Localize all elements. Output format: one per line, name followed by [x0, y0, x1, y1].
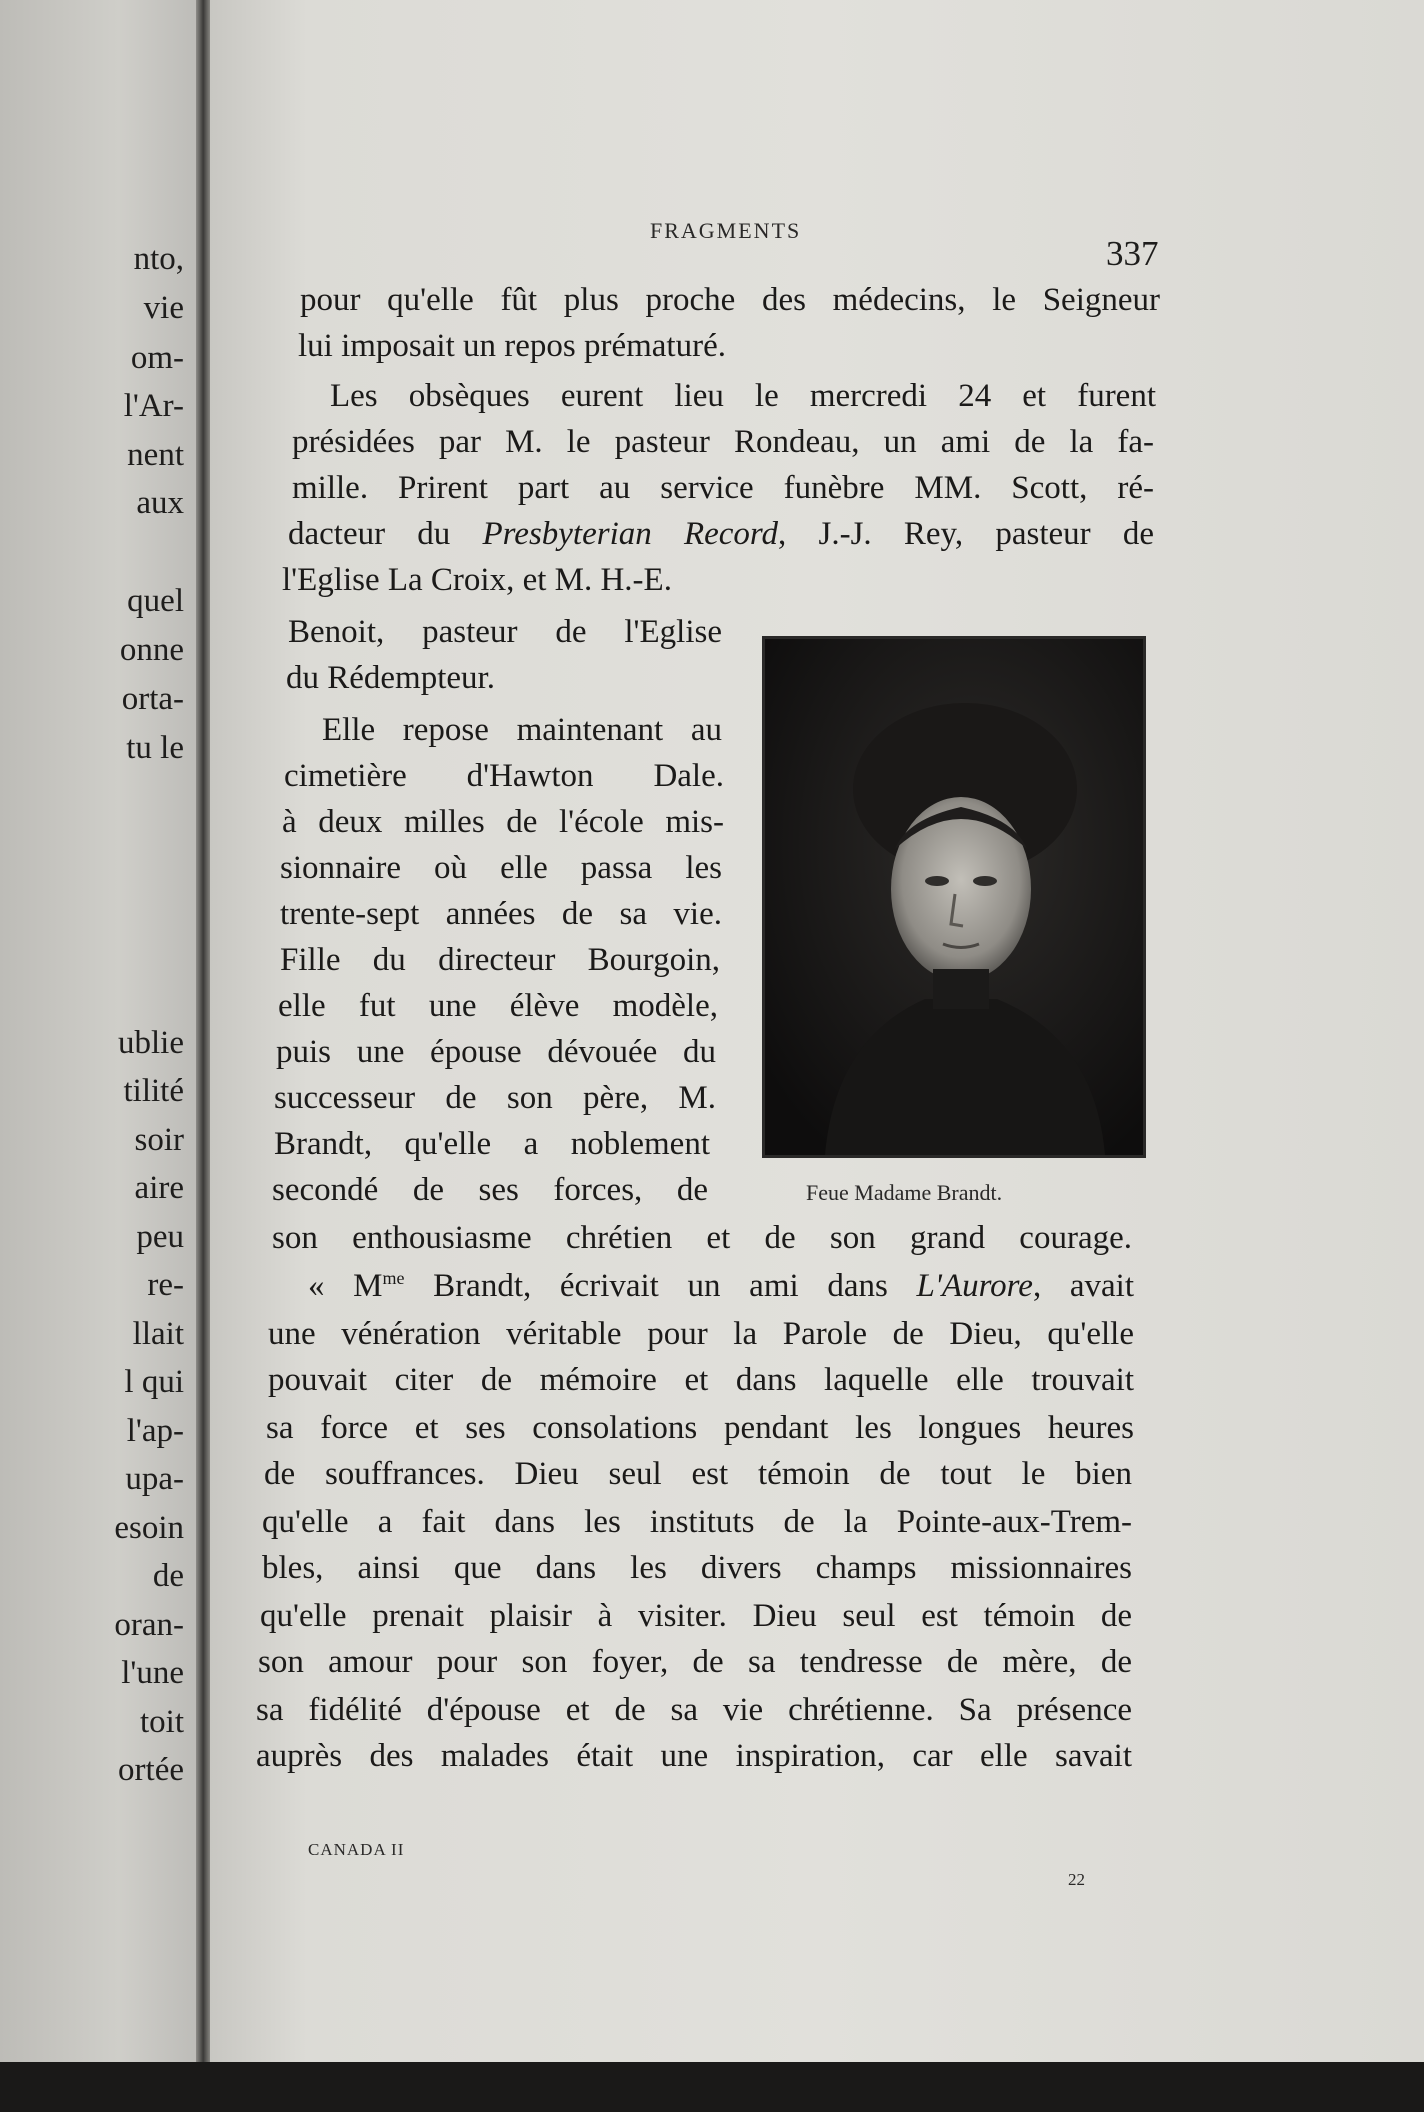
left-page-fragment: llait — [132, 1316, 184, 1352]
left-page-fragment: peu — [136, 1219, 184, 1255]
left-page-fragment: nent — [127, 437, 184, 473]
left-page-fragment: onne — [119, 632, 184, 668]
left-page-fragment: om- — [130, 340, 184, 376]
text-line: de souffrances. Dieu seul est témoin de tout le bien — [264, 1456, 1132, 1492]
left-page-fragment: l'ap- — [126, 1413, 184, 1449]
text-line: pouvait citer de mémoire et dans laquelle elle trouvait — [268, 1362, 1134, 1398]
text-line: une vénération véritable pour la Parole de Dieu, qu'elle — [268, 1316, 1134, 1352]
text-line: qu'elle a fait dans les instituts de la Pointe-aux-Trem- — [262, 1504, 1132, 1540]
text-line: l'Eglise La Croix, et M. H.-E. — [282, 562, 672, 598]
running-head: FRAGMENTS — [650, 218, 802, 243]
text-line: Benoit, pasteur de l'Eglise — [288, 614, 722, 650]
left-page-fragment: upa- — [125, 1461, 184, 1497]
text-line: Elle repose maintenant au — [322, 712, 722, 748]
text-line: présidées par M. le pasteur Rondeau, un ami de la fa- — [292, 424, 1154, 460]
text-line: « $M^{me}$ Brandt, écrivait un ami dans L'Aurore, avait — [308, 1268, 1134, 1304]
text-line: son amour pour son foyer, de sa tendresse de mère, de — [258, 1644, 1132, 1680]
left-page-fragment: orta- — [121, 681, 184, 717]
portrait-image — [765, 639, 1143, 1155]
left-page-fragment: tilité — [123, 1073, 184, 1109]
page-number: 337 — [1106, 234, 1159, 273]
left-page-fragment: tu le — [126, 730, 184, 766]
text-line: secondé de ses forces, de — [272, 1172, 708, 1208]
text-line: sa force et ses consolations pendant les longues heures — [266, 1410, 1134, 1446]
portrait-photo — [762, 636, 1146, 1158]
text-line: cimetière d'Hawton Dale. — [284, 758, 724, 794]
text-line: elle fut une élève modèle, — [278, 988, 718, 1024]
photo-caption: Feue Madame Brandt. — [806, 1180, 1003, 1205]
text-line: trente-sept années de sa vie. — [280, 896, 722, 932]
left-page-fragment: l'Ar- — [123, 388, 184, 424]
text-line: bles, ainsi que dans les divers champs missionnaires — [262, 1550, 1132, 1586]
text-line: pour qu'elle fût plus proche des médecins, le Seigneur — [300, 282, 1160, 318]
left-page-fragment: re- — [147, 1267, 184, 1303]
text-line: puis une épouse dévouée du — [276, 1034, 716, 1070]
text-line: Fille du directeur Bourgoin, — [280, 942, 720, 978]
left-page-fragment: l qui — [124, 1364, 184, 1400]
left-page-fragment: vie — [143, 290, 184, 326]
left-page-fragment: quel — [127, 583, 184, 619]
left-page-edge — [0, 0, 198, 2080]
left-page-fragment: soir — [134, 1122, 184, 1158]
text-line: auprès des malades était une inspiration, car elle savait — [256, 1738, 1132, 1774]
text-line: successeur de son père, M. — [274, 1080, 716, 1116]
text-line: dacteur du Presbyterian Record, J.-J. Rey, pasteur de — [288, 516, 1154, 552]
text-line: son enthousiasme chrétien et de son grand courage. — [272, 1220, 1132, 1256]
left-page-fragment: nto, — [133, 241, 184, 277]
text-line: à deux milles de l'école mis- — [282, 804, 724, 840]
left-page-fragment: esoin — [114, 1510, 184, 1546]
scan-border — [0, 2062, 1424, 2112]
text-line: qu'elle prenait plaisir à visiter. Dieu seul est témoin de — [260, 1598, 1132, 1634]
left-page-fragment: ublie — [118, 1025, 184, 1061]
text-line: lui imposait un repos prématuré. — [298, 328, 726, 364]
signature-mark: CANADA II — [308, 1840, 405, 1859]
left-page-fragment: aire — [134, 1170, 184, 1206]
left-page-fragment: de — [152, 1558, 184, 1594]
text-line: Brandt, qu'elle a noblement — [274, 1126, 710, 1162]
left-page-fragment: oran- — [114, 1607, 184, 1643]
left-page-fragment: aux — [136, 485, 184, 521]
text-line: sionnaire où elle passa les — [280, 850, 722, 886]
left-page-fragment: l'une — [121, 1655, 184, 1691]
left-page-fragment: ortée — [118, 1752, 184, 1788]
text-line: sa fidélité d'épouse et de sa vie chrétienne. Sa présence — [256, 1692, 1132, 1728]
text-line: du Rédempteur. — [286, 660, 495, 696]
left-page-fragment: toit — [139, 1704, 184, 1740]
signature-number: 22 — [1068, 1870, 1085, 1889]
text-line: mille. Prirent part au service funèbre MM. Scott, ré- — [292, 470, 1154, 506]
text-line: Les obsèques eurent lieu le mercredi 24 et furent — [330, 378, 1156, 414]
